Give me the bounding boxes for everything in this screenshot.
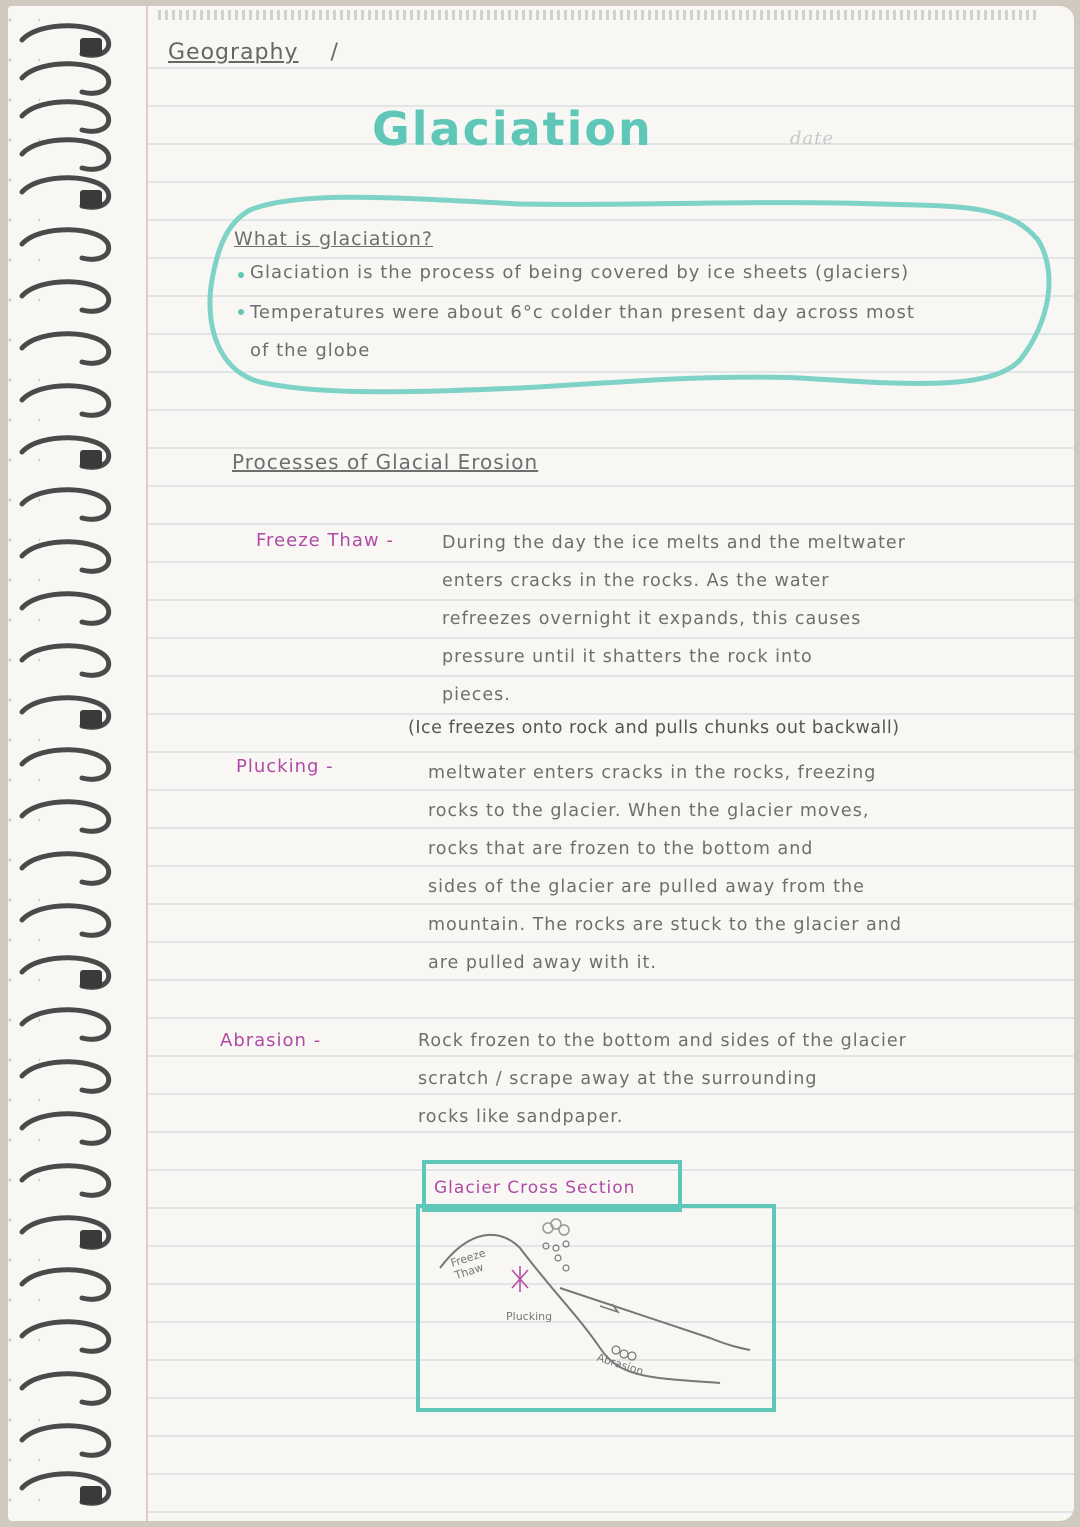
plucking-note: (Ice freezes onto rock and pulls chunks out backwall) (408, 718, 900, 738)
text-line: refreezes overnight it expands, this causes (442, 609, 862, 629)
term-plucking: Plucking - (236, 756, 334, 777)
definition-continuation: of the globe (250, 340, 371, 361)
text-line: enters cracks in the rocks. As the water (442, 571, 830, 591)
text-line: scratch / scrape away at the surrounding (418, 1069, 818, 1089)
bullet-dot (238, 309, 244, 315)
term-freeze-thaw: Freeze Thaw - (256, 530, 394, 551)
text-line: mountain. The rocks are stuck to the glacier and (428, 915, 902, 935)
term-abrasion: Abrasion - (220, 1030, 322, 1051)
text-line: are pulled away with it. (428, 953, 657, 973)
plucking-description (428, 754, 902, 982)
subject-label: Geography / (168, 40, 339, 65)
bullet-dot (238, 272, 244, 278)
cloud-icon (543, 1219, 569, 1235)
date-label: date (790, 128, 835, 149)
freeze-thaw-description (442, 524, 906, 714)
diagram-label-freeze-thaw: Freeze Thaw (449, 1246, 488, 1283)
text-line: rocks to the glacier. When the glacier moves, (428, 801, 870, 821)
text-line: rocks that are frozen to the bottom and (428, 839, 814, 859)
diagram-title: Glacier Cross Section (434, 1178, 636, 1198)
definition-cloud-outline (0, 0, 1080, 420)
definition-bullet-1: Glaciation is the process of being covered by ice sheets (glaciers) (250, 262, 910, 283)
text-line: During the day the ice melts and the meltwater (442, 533, 906, 553)
definition-question: What is glaciation? (234, 228, 434, 250)
text-line: sides of the glacier are pulled away from the (428, 877, 865, 897)
section-heading: Processes of Glacial Erosion (232, 450, 539, 474)
text-line: rocks like sandpaper. (418, 1107, 624, 1127)
ice-crystal-icon (512, 1266, 528, 1292)
text-line: Rock frozen to the bottom and sides of the glacier (418, 1031, 907, 1051)
glacier-sketch (420, 1208, 772, 1404)
definition-bullet-2: Temperatures were about 6°c colder than present day across most (250, 302, 915, 323)
diagram-label-abrasion: Abrasion (595, 1350, 646, 1379)
text-line: pressure until it shatters the rock into (442, 647, 813, 667)
text-line: meltwater enters cracks in the rocks, freezing (428, 763, 877, 783)
abrasion-description (418, 1022, 907, 1136)
diagram-label-plucking: Plucking (506, 1310, 553, 1323)
text-line: pieces. (442, 685, 511, 705)
page-title: Glaciation (372, 102, 653, 156)
